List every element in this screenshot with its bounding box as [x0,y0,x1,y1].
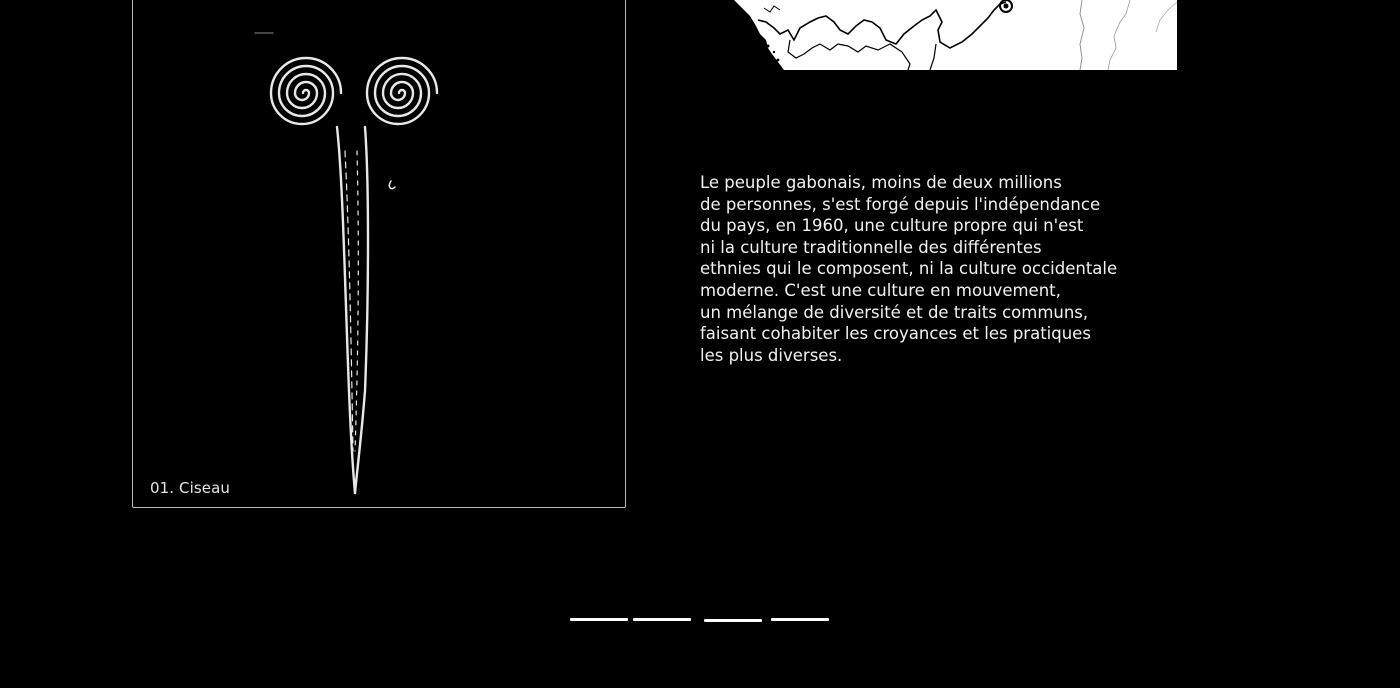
slide-dash-2[interactable] [633,618,691,621]
description-text: Le peuple gabonais, moins de deux millions de personnes, s'est forgé depuis l'indépendance du pays, en 1960, une culture propre qui n'est ni la culture traditionnelle des différentes ethnies qui le composent, ni la culture occidentale moderne. C'est une culture en mouvement, un mélange de diversité et de traits communs, faisant cohabiter les croyances et les pratiques les plus diverses. [700,173,1118,365]
slide-dash-4[interactable] [771,618,829,621]
gabon-coastline-map-icon [730,0,1177,70]
spiral-chisel-engraving-icon [253,31,473,501]
map-image [730,0,1177,70]
slide-dash-1[interactable] [570,618,628,621]
slide-dash-3[interactable] [704,619,762,622]
figure-card [132,0,626,508]
figure-caption: 01. Ciseau [150,479,231,497]
slider-nav [570,618,832,626]
